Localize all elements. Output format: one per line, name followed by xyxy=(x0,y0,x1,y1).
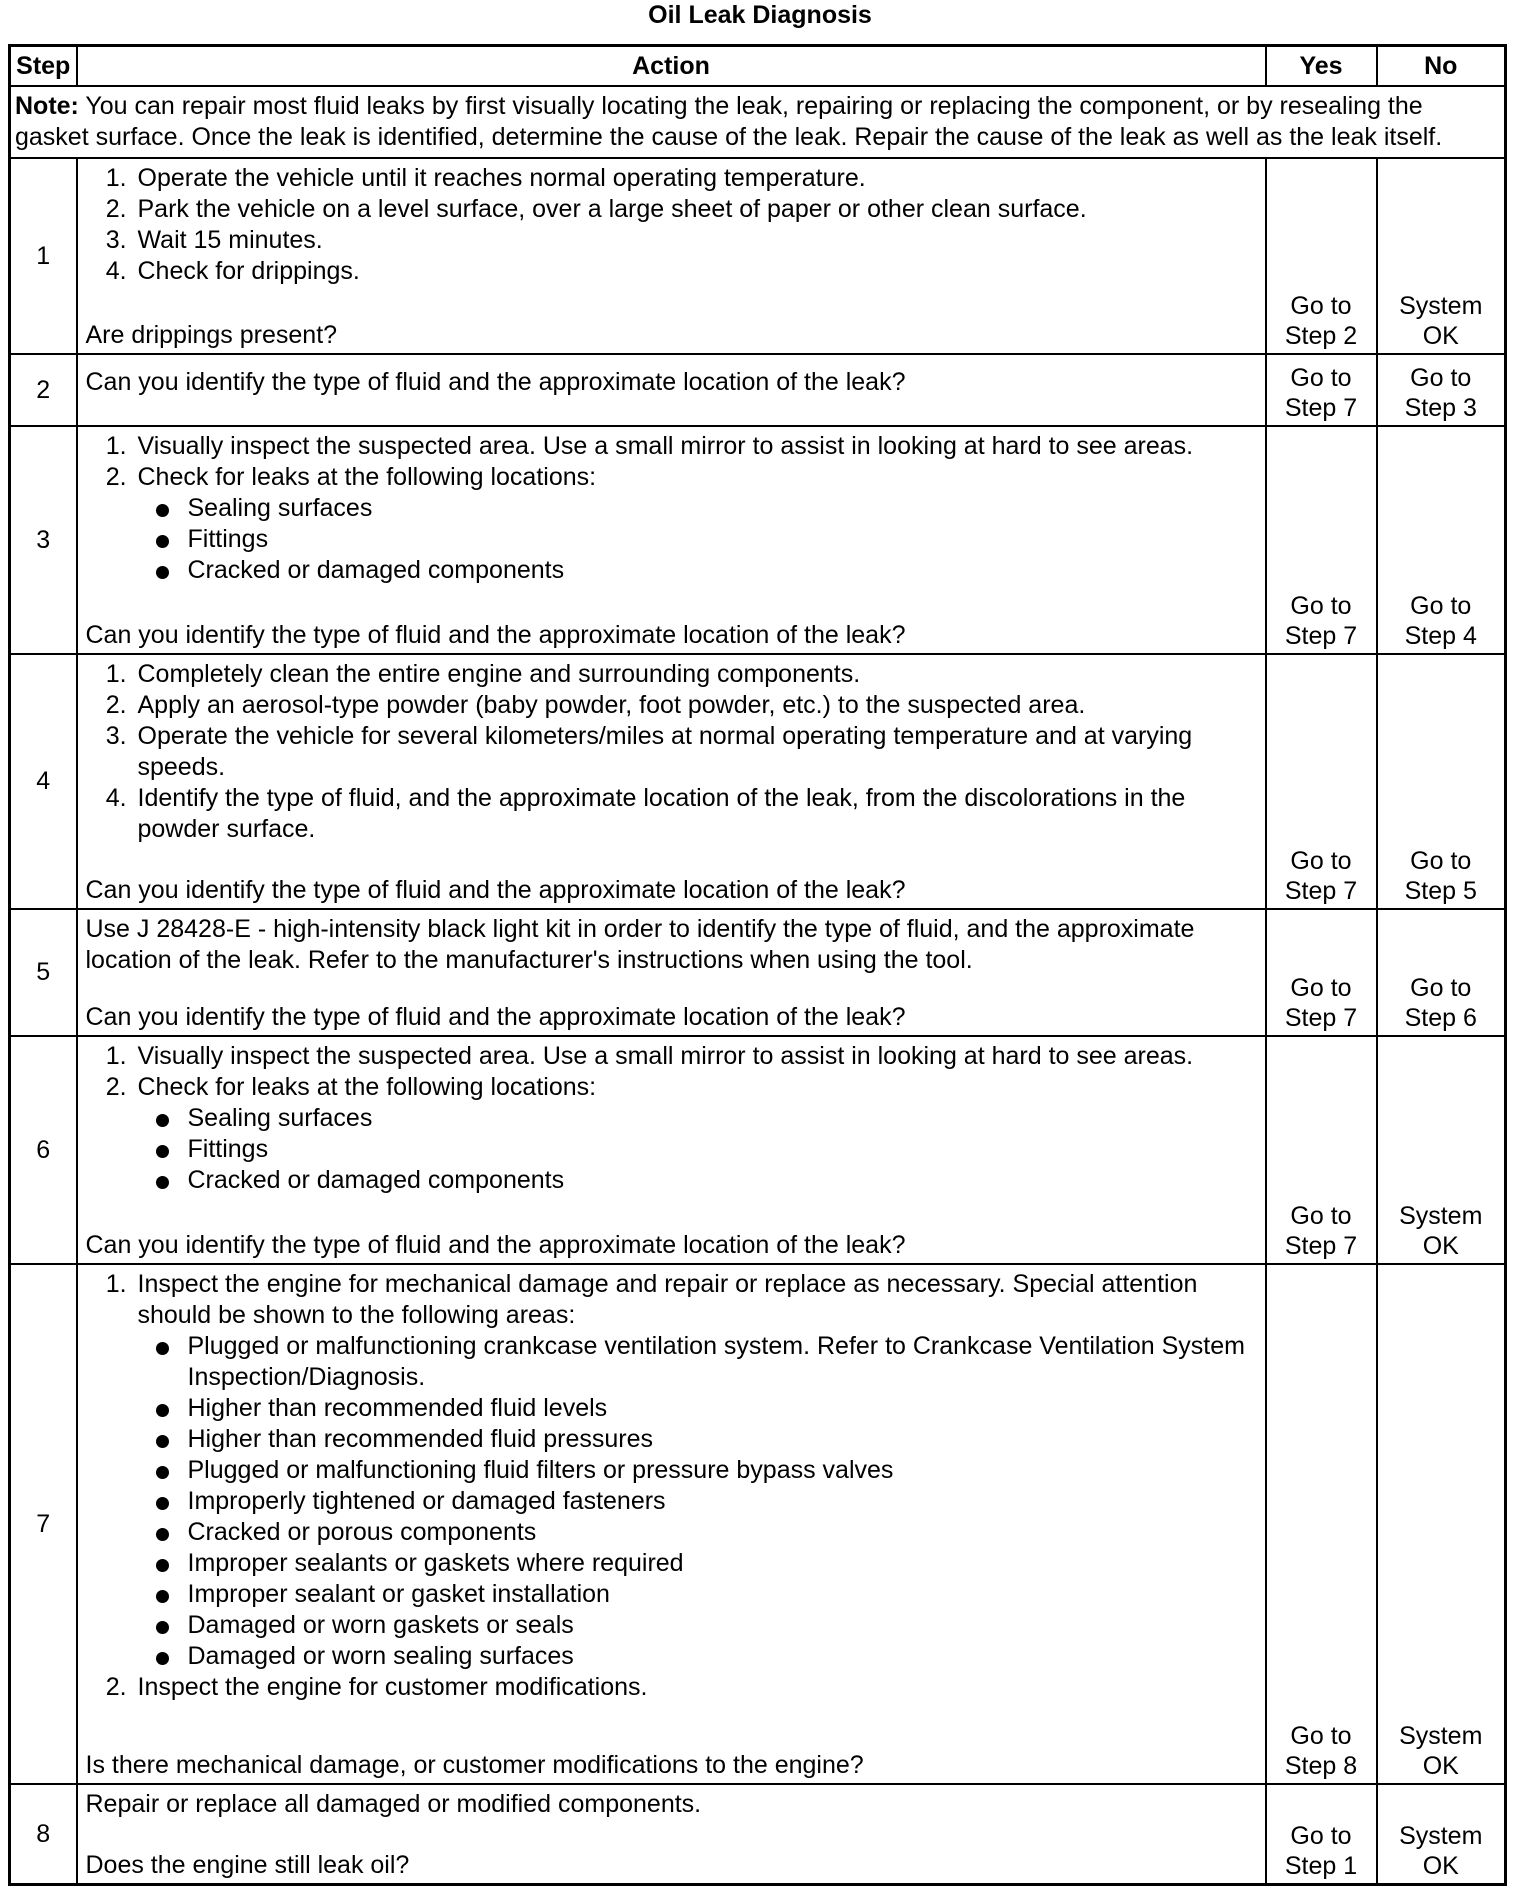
action-text: Visually inspect the suspected area. Use a small mirror to assist in looking at hard to see areas. xyxy=(137,432,1194,460)
action-text: Wait 15 minutes. xyxy=(137,226,323,254)
action-list-item xyxy=(134,690,1257,721)
action-cell xyxy=(77,158,1266,354)
no-result: System xyxy=(1399,1202,1483,1230)
step-question: Are drippings present? xyxy=(85,321,338,349)
step-number: 7 xyxy=(10,1264,77,1784)
header-step: Step xyxy=(10,46,77,87)
note-text: You can repair most fluid leaks by first visually locating the leak, repairing or replacing the component, or by resealing the gasket surface. Once the leak is identified, determine the cause of the leak. Repair the cause of the leak as well as the leak itself. xyxy=(15,92,1443,151)
yes-cell xyxy=(1266,1036,1377,1264)
action-list-item xyxy=(134,1672,1257,1703)
step-question: Can you identify the type of fluid and the approximate location of the leak? xyxy=(85,621,906,649)
no-cell xyxy=(1377,654,1506,909)
step-row xyxy=(10,909,1506,1036)
yes-cell xyxy=(1266,654,1377,909)
bullet-item: Fittings xyxy=(188,524,1257,555)
diagnosis-table xyxy=(8,44,1507,1886)
header-no: No xyxy=(1377,46,1506,87)
action-cell xyxy=(77,909,1266,1036)
action-text: Visually inspect the suspected area. Use a small mirror to assist in looking at hard to see areas. xyxy=(137,1042,1194,1070)
step-row xyxy=(10,654,1506,909)
bullet-list xyxy=(138,493,1257,586)
action-list-item xyxy=(134,462,1257,586)
step-row xyxy=(10,354,1506,426)
bullet-item: Plugged or malfunctioning crankcase ventilation system. Refer to Crankcase Ventilation System Inspection/Diagnosis. xyxy=(188,1331,1257,1393)
action-list-item xyxy=(134,1269,1257,1672)
yes-cell xyxy=(1266,158,1377,354)
no-result: System xyxy=(1399,1822,1483,1850)
yes-result: Step 8 xyxy=(1284,1752,1358,1780)
yes-cell xyxy=(1266,1264,1377,1784)
action-text: Inspect the engine for customer modifications. xyxy=(137,1673,648,1701)
action-list-item xyxy=(134,1041,1257,1072)
action-list xyxy=(86,1269,1257,1703)
no-result: Go to xyxy=(1410,847,1472,875)
yes-result: Go to xyxy=(1290,1202,1352,1230)
action-list-item xyxy=(134,256,1257,287)
action-cell xyxy=(77,1036,1266,1264)
action-list-item xyxy=(134,194,1257,225)
step-number: 2 xyxy=(10,354,77,426)
no-result: Go to xyxy=(1410,592,1472,620)
step-row xyxy=(10,158,1506,354)
step-row xyxy=(10,426,1506,654)
action-text: Park the vehicle on a level surface, over a large sheet of paper or other clean surface. xyxy=(137,195,1087,223)
action-list-item xyxy=(134,783,1257,845)
action-text: Completely clean the entire engine and surrounding components. xyxy=(137,660,861,688)
step-number: 6 xyxy=(10,1036,77,1264)
no-result: Step 3 xyxy=(1404,394,1477,422)
step-row xyxy=(10,1264,1506,1784)
action-text: Operate the vehicle until it reaches normal operating temperature. xyxy=(137,164,866,192)
no-result: Step 4 xyxy=(1404,622,1477,650)
yes-result: Step 7 xyxy=(1284,877,1358,905)
step-number: 4 xyxy=(10,654,77,909)
bullet-item: Fittings xyxy=(188,1134,1257,1165)
no-cell xyxy=(1377,1036,1506,1264)
bullet-item: Sealing surfaces xyxy=(188,493,1257,524)
action-list-item xyxy=(134,721,1257,783)
yes-result: Step 7 xyxy=(1284,1004,1358,1032)
action-list-item xyxy=(134,431,1257,462)
bullet-item: Damaged or worn sealing surfaces xyxy=(188,1641,1257,1672)
action-list-item xyxy=(134,163,1257,194)
action-list-item xyxy=(134,225,1257,256)
yes-result: Go to xyxy=(1290,364,1352,392)
action-text: Inspect the engine for mechanical damage and repair or replace as necessary. Special attention should be shown to the following areas: xyxy=(137,1270,1198,1329)
no-result: OK xyxy=(1422,1752,1459,1780)
action-paragraph: Use J 28428-E - high-intensity black light kit in order to identify the type of fluid, and the approximate location of the leak. Refer to the manufacturer's instructions when using the tool. xyxy=(85,915,1195,974)
yes-result: Go to xyxy=(1290,292,1352,320)
step-number: 3 xyxy=(10,426,77,654)
bullet-item: Improper sealant or gasket installation xyxy=(188,1579,1257,1610)
yes-result: Go to xyxy=(1290,592,1352,620)
yes-result: Step 1 xyxy=(1284,1852,1358,1880)
step-number: 5 xyxy=(10,909,77,1036)
bullet-item: Improperly tightened or damaged fasteners xyxy=(188,1486,1257,1517)
no-cell xyxy=(1377,426,1506,654)
bullet-item: Cracked or porous components xyxy=(188,1517,1257,1548)
bullet-item: Damaged or worn gaskets or seals xyxy=(188,1610,1257,1641)
no-result: OK xyxy=(1422,322,1459,350)
yes-result: Go to xyxy=(1290,847,1352,875)
action-list-item xyxy=(134,659,1257,690)
document-title: Oil Leak Diagnosis xyxy=(648,1,872,29)
header-row xyxy=(10,46,1506,87)
action-list-item xyxy=(134,1072,1257,1196)
yes-result: Step 7 xyxy=(1284,394,1358,422)
action-text: Operate the vehicle for several kilometers/miles at normal operating temperature and at varying speeds. xyxy=(137,722,1193,781)
yes-result: Go to xyxy=(1290,974,1352,1002)
bullet-item: Higher than recommended fluid levels xyxy=(188,1393,1257,1424)
step-question: Is there mechanical damage, or customer modifications to the engine? xyxy=(85,1751,864,1779)
no-result: System xyxy=(1399,1722,1483,1750)
bullet-item: Sealing surfaces xyxy=(188,1103,1257,1134)
step-row xyxy=(10,1784,1506,1885)
action-paragraph: Repair or replace all damaged or modified components. xyxy=(85,1790,702,1818)
bullet-item: Improper sealants or gaskets where required xyxy=(188,1548,1257,1579)
yes-cell xyxy=(1266,426,1377,654)
action-cell xyxy=(77,1784,1266,1885)
no-result: OK xyxy=(1422,1852,1459,1880)
note-label: Note: xyxy=(15,92,79,120)
action-text: Apply an aerosol-type powder (baby powder, foot powder, etc.) to the suspected area. xyxy=(137,691,1086,719)
yes-result: Step 2 xyxy=(1284,322,1358,350)
no-result: Step 5 xyxy=(1404,877,1477,905)
step-question: Does the engine still leak oil? xyxy=(85,1851,410,1879)
no-result: Step 6 xyxy=(1404,1004,1477,1032)
action-cell xyxy=(77,354,1266,426)
bullet-item: Higher than recommended fluid pressures xyxy=(188,1424,1257,1455)
action-list xyxy=(86,431,1257,586)
action-text: Check for leaks at the following locations: xyxy=(137,463,597,491)
note-cell xyxy=(10,86,1506,158)
action-list xyxy=(86,163,1257,287)
action-list xyxy=(86,659,1257,845)
bullet-list xyxy=(138,1103,1257,1196)
note-row xyxy=(10,86,1506,158)
bullet-item: Cracked or damaged components xyxy=(188,555,1257,586)
yes-cell xyxy=(1266,1784,1377,1885)
no-cell xyxy=(1377,1784,1506,1885)
action-cell xyxy=(77,654,1266,909)
bullet-list xyxy=(138,1331,1257,1672)
bullet-item: Cracked or damaged components xyxy=(188,1165,1257,1196)
no-cell xyxy=(1377,158,1506,354)
no-result: Go to xyxy=(1410,974,1472,1002)
step-row xyxy=(10,1036,1506,1264)
no-cell xyxy=(1377,909,1506,1036)
no-cell xyxy=(1377,1264,1506,1784)
action-text: Check for leaks at the following locations: xyxy=(137,1073,597,1101)
yes-result: Go to xyxy=(1290,1722,1352,1750)
action-cell xyxy=(77,426,1266,654)
yes-result: Step 7 xyxy=(1284,1232,1358,1260)
yes-result: Go to xyxy=(1290,1822,1352,1850)
no-cell xyxy=(1377,354,1506,426)
step-question: Can you identify the type of fluid and the approximate location of the leak? xyxy=(85,1231,906,1259)
no-result: Go to xyxy=(1410,364,1472,392)
yes-cell xyxy=(1266,909,1377,1036)
header-yes: Yes xyxy=(1266,46,1377,87)
step-number: 8 xyxy=(10,1784,77,1885)
step-question: Can you identify the type of fluid and the approximate location of the leak? xyxy=(85,368,906,396)
action-cell xyxy=(77,1264,1266,1784)
yes-result: Step 7 xyxy=(1284,622,1358,650)
step-number: 1 xyxy=(10,158,77,354)
step-question: Can you identify the type of fluid and the approximate location of the leak? xyxy=(85,1003,906,1031)
action-text: Check for drippings. xyxy=(137,257,360,285)
header-action: Action xyxy=(77,46,1266,87)
no-result: OK xyxy=(1422,1232,1459,1260)
action-text: Identify the type of fluid, and the approximate location of the leak, from the discolorations in the powder surface. xyxy=(137,784,1186,843)
no-result: System xyxy=(1399,292,1483,320)
action-list xyxy=(86,1041,1257,1196)
yes-cell xyxy=(1266,354,1377,426)
step-question: Can you identify the type of fluid and the approximate location of the leak? xyxy=(85,876,906,904)
bullet-item: Plugged or malfunctioning fluid filters or pressure bypass valves xyxy=(188,1455,1257,1486)
